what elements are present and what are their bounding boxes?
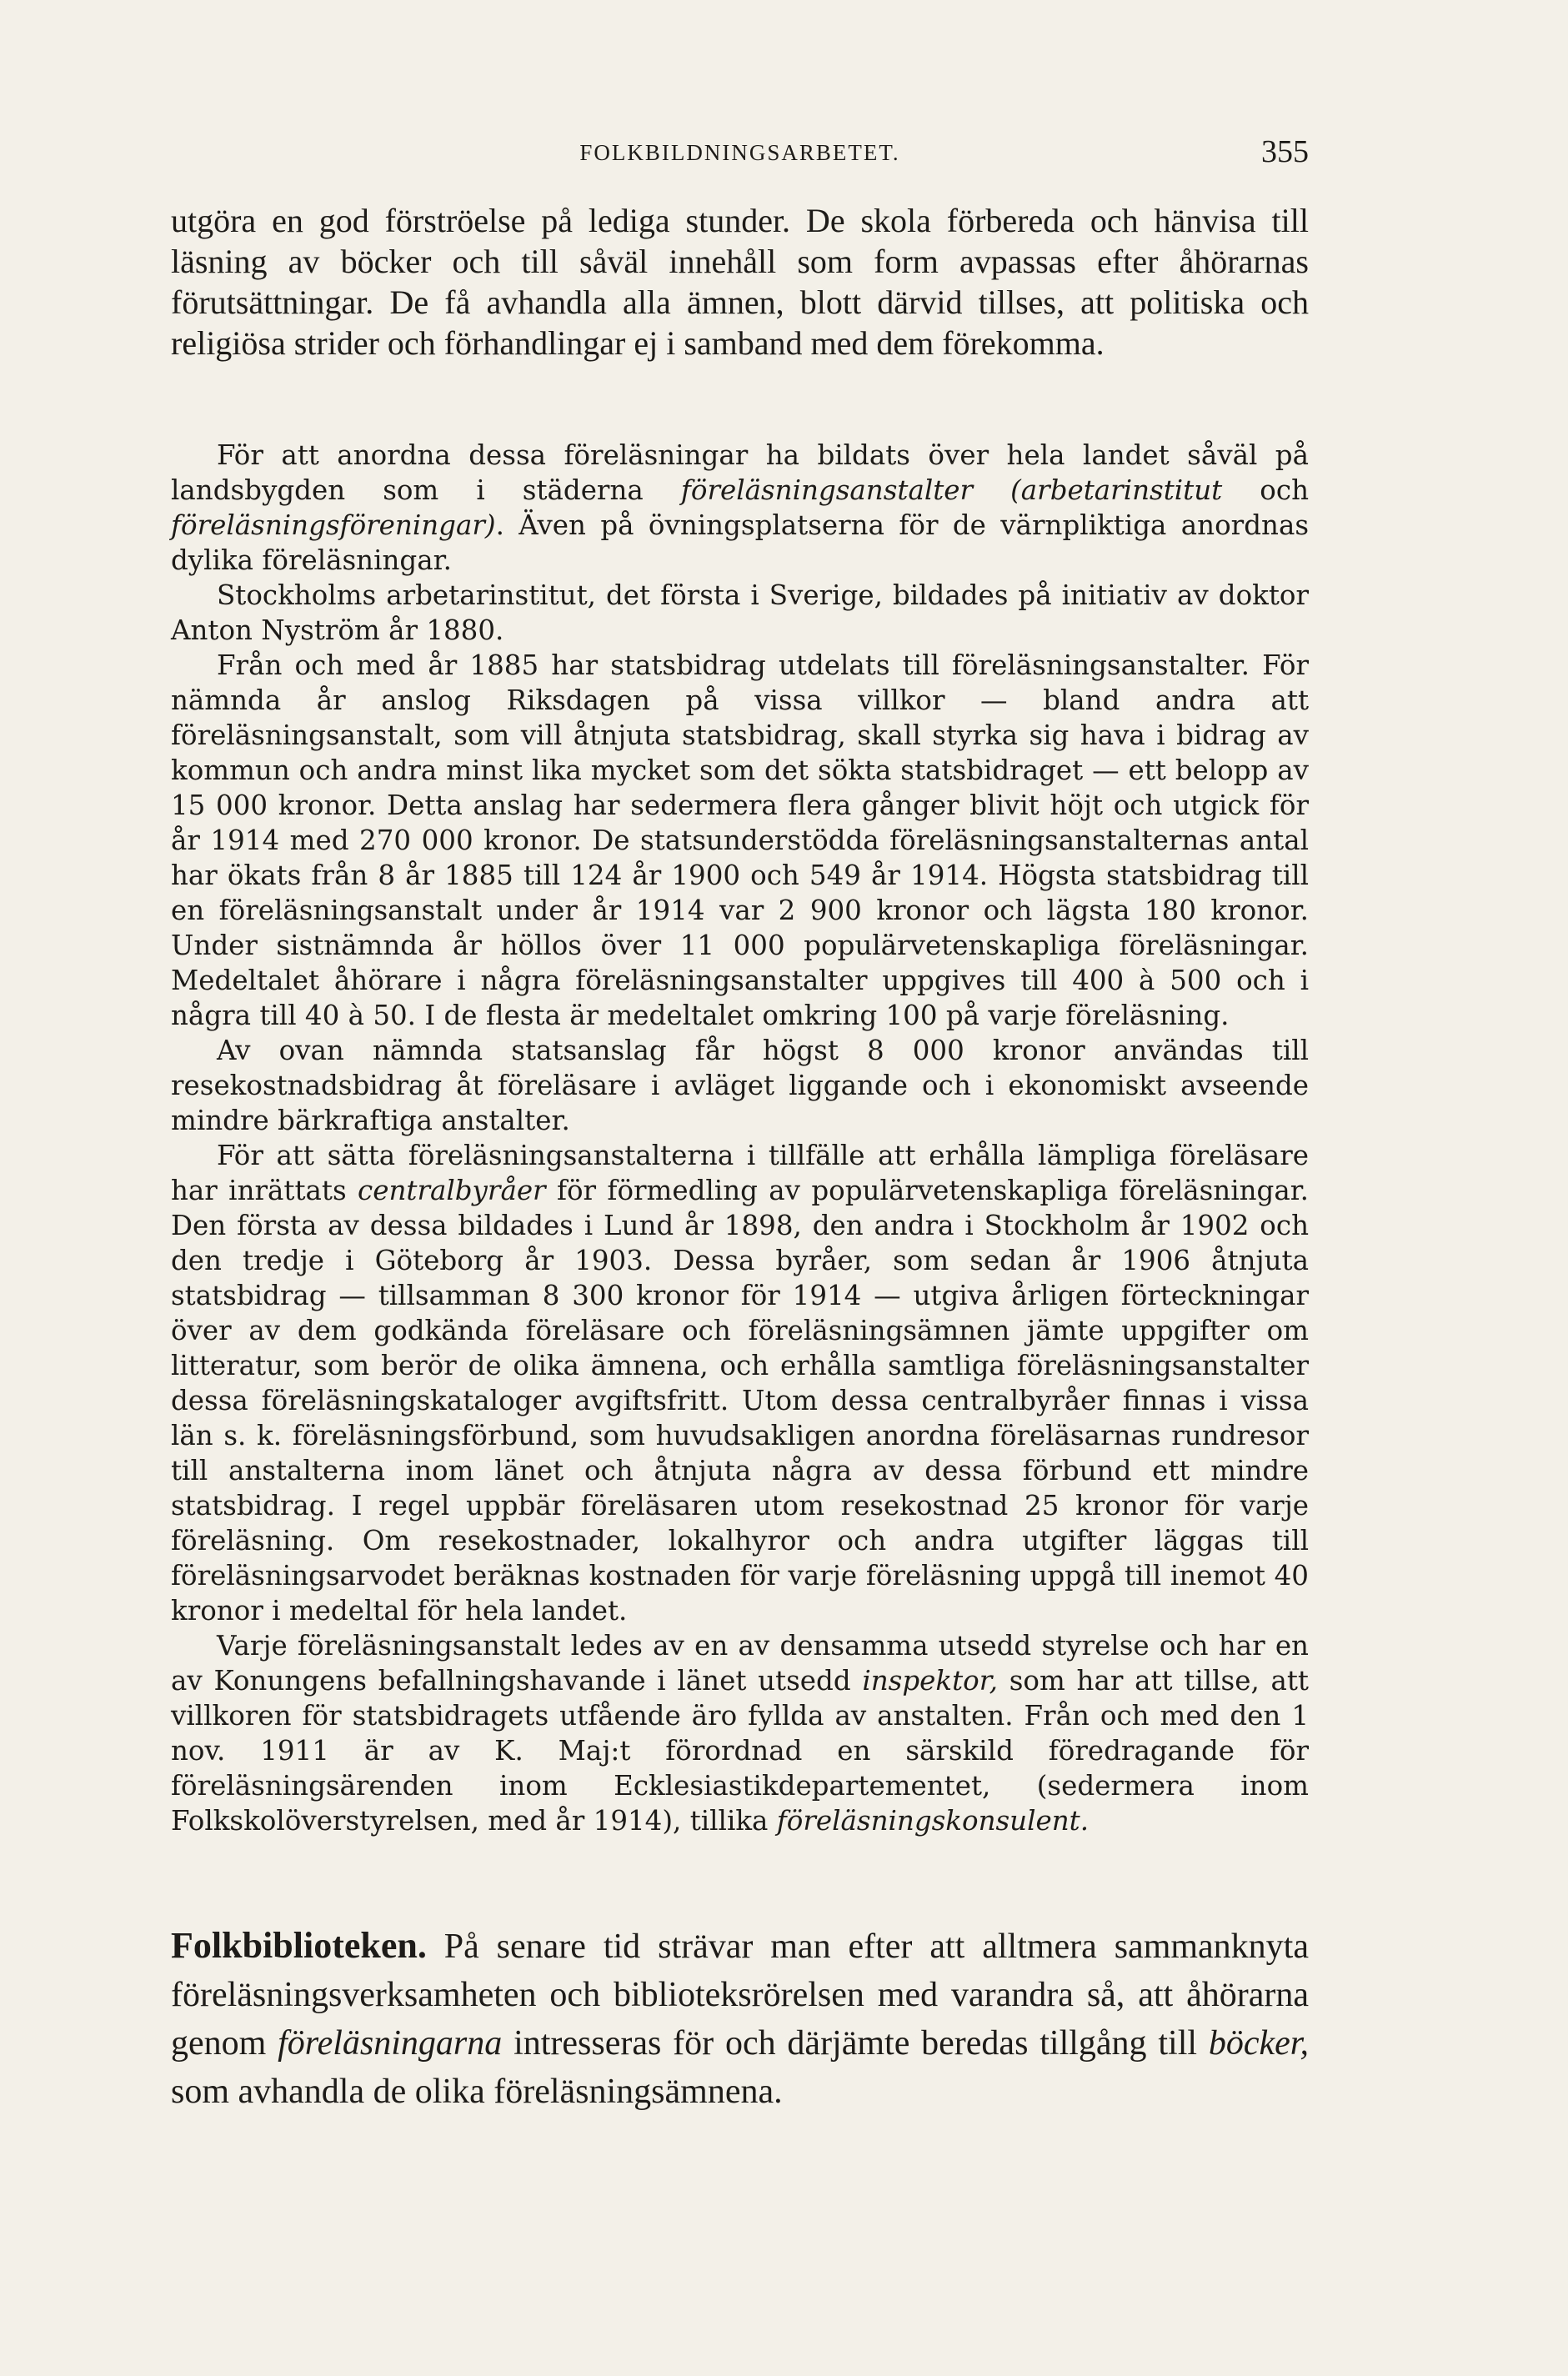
text-run: Varje föreläsningsanstalt ledes av en av densamma utsedd styrelse och har en av Konungens befallningshavande i länet utsedd	[171, 1630, 1309, 1697]
text-run: För att sätta föreläsningsanstalterna i tillfälle att erhålla lämpliga föreläsare har inrättats	[171, 1140, 1309, 1206]
text-run: För att anordna dessa föreläsningar ha bildats över hela landet såväl på landsbygden som i städerna	[171, 439, 1309, 506]
running-title: FOLKBILDNINGSARBETET.	[579, 140, 900, 165]
page-header	[171, 133, 1309, 175]
paragraph-central-bureaus	[171, 1138, 1309, 1628]
text-run: intresseras för och därjämte beredas tillgång till	[502, 2024, 1209, 2063]
text-run: På senare tid strävar man efter att alltmera sammanknyta föreläsningsverksamheten och biblioteksrörelsen med varandra så, att åhörarna genom	[171, 1927, 1309, 2063]
main-body	[171, 438, 1309, 1838]
paragraph-stockholm-institute: Stockholms arbetarinstitut, det första i Sverige, bildades på initiativ av doktor Anton Nyström år 1880.	[171, 579, 1309, 646]
emphasis: föreläsningsföreningar)	[171, 509, 496, 541]
paragraph-lecture-institutions	[171, 438, 1309, 578]
text-run: för förmedling av populärvetenskapliga föreläsningar. Den första av dessa bildades i Lund år 1898, den andra i Stockholm år 1902 och den tredje i Göteborg år 1903. Dessa byråer, som sedan år 1906 åtnjuta statsbidrag — tillsamman 8 300 kronor för 1914 — utgiva årligen förteckningar över av dem godkända föreläsare och föreläsningsämnen jämte uppgifter om litteratur, som berör de olika ämnena, och erhålla samtliga föreläsningsanstalter dessa föreläsningskataloger avgiftsfritt. Utom dessa centralbyråer finnas i vissa län s. k. föreläsningsförbund, som huvudsakligen anordna föreläsarnas rundresor till anstalterna inom länet och åtnjuta några av dessa förbund ett mindre statsbidrag. I regel uppbär föreläsaren utom resekostnad 25 kronor för varje föreläsning. Om resekostnader, lokalhyror och andra utgifter läggas till föreläsningsarvodet beräknas kostnaden för varje föreläsning uppgå till inemot 40 kronor i medeltal för hela landet.	[171, 1175, 1310, 1627]
text-run: som avhandla de olika föreläsningsämnena.	[171, 2073, 783, 2111]
section-heading: Folkbiblioteken.	[171, 1925, 427, 1966]
intro-paragraph-block	[171, 200, 1309, 363]
text-run: och	[1222, 474, 1309, 506]
emphasis: böcker,	[1208, 2024, 1309, 2063]
text-run: . Även på övningsplatserna för de värnpliktiga anordnas dylika föreläsningar.	[171, 509, 1309, 576]
emphasis: centralbyråer	[358, 1175, 546, 1206]
intro-paragraph: utgöra en god förströelse på lediga stunder. De skola förbereda och hänvisa till läsning av böcker och till såväl innehåll som form avpassas efter åhörarnas förutsättningar. De få avhandla alla ämnen, blott därvid tillses, att politiska och religiösa strider och förhandlingar ej i samband med dem förekomma.	[171, 202, 1309, 362]
paragraph-board-and-inspector	[171, 1628, 1309, 1838]
section-folkbiblioteken	[171, 1922, 1309, 2116]
paragraph-travel-grants: Av ovan nämnda statsanslag får högst 8 000 kronor användas till resekostnadsbidrag åt föreläsare i avläget liggande och i ekonomiskt avseende mindre bärkraftiga anstalter.	[171, 1035, 1309, 1136]
page-number: 355	[1261, 134, 1309, 169]
emphasis: föreläsningarna	[278, 2024, 503, 2063]
paragraph-state-grants: Från och med år 1885 har statsbidrag utdelats till föreläsningsanstalter. För nämnda år anslog Riksdagen på vissa villkor — bland andra att föreläsningsanstalt, som vill åtnjuta statsbidrag, skall styrka sig hava i bidrag av kommun och andra minst lika mycket som det sökta statsbidraget — ett belopp av 15 000 kronor. Detta anslag har sedermera flera gånger blivit höjt och utgick för år 1914 med 270 000 kronor. De statsunderstödda föreläsningsanstalternas antal har ökats från 8 år 1885 till 124 år 1900 och 549 år 1914. Högsta statsbidrag till en föreläsningsanstalt under år 1914 var 2 900 kronor och lägsta 180 kronor. Under sistnämnda år höllos över 11 000 populärvetenskapliga föreläsningar. Medeltalet åhörare i några föreläsningsanstalter uppgives till 400 à 500 och i några till 40 à 50. I de flesta är medeltalet omkring 100 på varje föreläsning.	[171, 649, 1309, 1031]
emphasis: föreläsningsanstalter (arbetarinstitut	[680, 474, 1223, 506]
emphasis: föreläsningskonsulent.	[776, 1805, 1090, 1837]
paragraph-folkbiblioteken	[171, 1922, 1309, 2116]
text-run: som har att tillse, att villkoren för statsbidragets utfående äro fyllda av anstalten. Från och med den 1 nov. 1911 är av K. Maj:t förordnad en särskild föredragande för föreläsningsärenden inom Ecklesiastikdepartementet, (sedermera inom Folkskolöverstyrelsen, med år 1914), tillika	[171, 1665, 1309, 1837]
emphasis: inspektor,	[862, 1665, 999, 1697]
